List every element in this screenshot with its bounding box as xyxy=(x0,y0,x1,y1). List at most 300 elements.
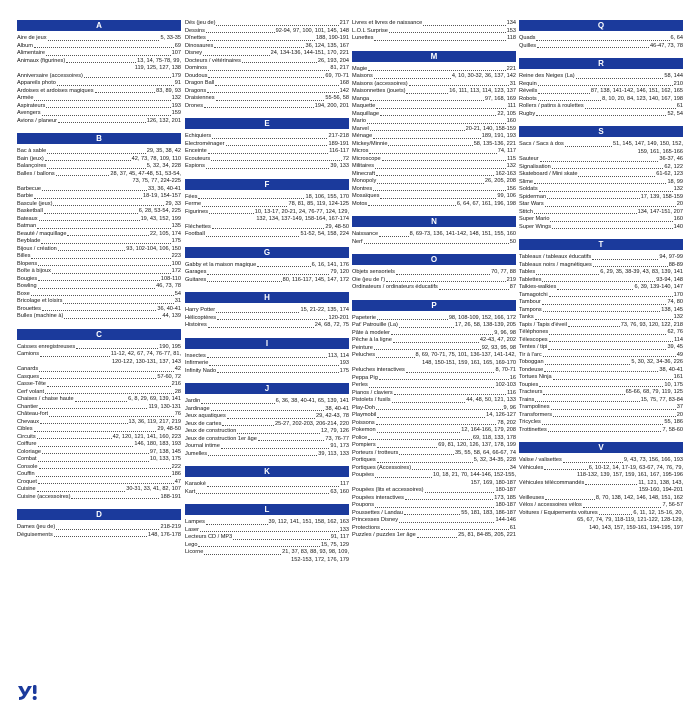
dot-leader xyxy=(369,387,495,388)
dot-leader xyxy=(375,507,494,508)
index-entry-row xyxy=(519,254,683,262)
dot-leader xyxy=(40,378,156,379)
index-entry-row xyxy=(519,322,683,330)
index-entry-row xyxy=(519,171,683,179)
dot-leader xyxy=(399,327,454,328)
index-entry xyxy=(352,35,516,43)
entry-name: Ordinateurs / ordinateurs éducatifs xyxy=(352,284,438,290)
index-entry xyxy=(185,224,349,232)
index-entry xyxy=(352,457,516,465)
dot-leader xyxy=(198,546,320,547)
entry-pages: 69, 70-71 xyxy=(325,72,349,79)
index-entry-row xyxy=(185,80,349,88)
index-entry-row xyxy=(185,549,349,557)
index-entry-row xyxy=(352,465,516,473)
index-entry-row xyxy=(352,111,516,119)
entry-pages: 97, 168, 169 xyxy=(484,95,516,102)
entry-pages: 8, 10, 20, 84, 123, 140, 167, 198 xyxy=(602,95,683,102)
index-section xyxy=(17,20,181,125)
dot-leader xyxy=(53,205,164,206)
entry-pages: 6, 10-12, 14, 17-19, 63-67, 74, 76, 79, xyxy=(588,464,683,471)
entry-pages-continued: 119, 125, 127, 138 xyxy=(134,65,181,71)
entry-pages-continued: 159-160, 194-201 xyxy=(638,487,683,493)
index-entry xyxy=(519,186,683,194)
entry-name: Dames (jeu de) xyxy=(17,524,56,530)
index-entry xyxy=(352,510,516,518)
dot-leader xyxy=(549,341,673,342)
index-section xyxy=(17,509,181,539)
index-entry xyxy=(185,43,349,51)
entry-pages: 6, 39, 139-140, 147 xyxy=(634,284,683,290)
entry-pages: 114 xyxy=(674,336,683,343)
dot-leader xyxy=(388,145,472,146)
index-entry-row xyxy=(352,156,516,164)
section-letter-header: Q xyxy=(519,20,683,31)
entry-name: Hélicoptères xyxy=(185,314,217,321)
section-letter-header: D xyxy=(17,509,181,520)
entry-pages: 175 xyxy=(171,238,181,244)
dot-leader xyxy=(376,409,503,410)
index-entry xyxy=(17,95,181,103)
entry-name: Poupons xyxy=(352,502,375,508)
entry-pages: 18, 106, 155, 170 xyxy=(305,193,349,200)
index-entry xyxy=(17,73,181,81)
entry-pages: 116 xyxy=(507,389,516,396)
entry-name: Cuisine xyxy=(17,486,36,492)
dot-leader xyxy=(56,529,159,530)
entry-name: Maisons (accessoires) xyxy=(352,80,408,87)
index-entry-row xyxy=(519,269,683,277)
index-entry-row xyxy=(519,292,683,300)
index-entry-row xyxy=(352,367,516,375)
index-entry xyxy=(519,277,683,285)
index-entry xyxy=(185,148,349,156)
entry-pages: 42 xyxy=(174,366,181,372)
dot-leader xyxy=(392,402,466,403)
entry-pages: 119, 130-131 xyxy=(148,403,181,410)
index-entry-row xyxy=(17,50,181,58)
entry-pages: 49 xyxy=(676,351,683,358)
dot-leader xyxy=(40,356,110,357)
index-entry xyxy=(185,534,349,542)
index-entry-row xyxy=(17,471,181,479)
entry-name: Poupées interactives xyxy=(352,494,404,501)
dot-leader xyxy=(38,288,156,289)
index-entry-row xyxy=(352,35,516,43)
entry-name: Puzzles / puzzles 1er âge xyxy=(352,532,416,538)
index-entry-row xyxy=(352,330,516,338)
entry-name: Livres et livres de naissance xyxy=(352,20,423,26)
entry-pages: 113, 114 xyxy=(328,352,349,359)
dot-leader xyxy=(66,62,136,63)
dot-leader xyxy=(545,499,595,500)
entry-name: Écouteurs xyxy=(185,155,211,162)
dot-leader xyxy=(534,183,666,184)
index-entry-row xyxy=(17,313,181,321)
dot-leader xyxy=(549,334,666,335)
entry-pages: 65-66, 68, 79, 119, 125 xyxy=(625,389,683,395)
index-entry-row xyxy=(185,224,349,232)
entry-name: Cuisine (accessoires) xyxy=(17,493,71,500)
entry-pages: 58, 135-136, 221 xyxy=(473,140,516,147)
entry-name: Dragon Ball xyxy=(185,80,215,86)
entry-pages: 18-19, 154-157 xyxy=(143,193,181,199)
index-entry xyxy=(352,103,516,111)
index-entry xyxy=(519,194,683,202)
index-entry xyxy=(17,261,181,269)
dot-leader xyxy=(539,386,663,387)
index-entry-row xyxy=(352,412,516,420)
dot-leader xyxy=(406,372,495,373)
index-entry xyxy=(352,322,516,330)
dot-leader xyxy=(553,379,673,380)
entry-name: Mosaïques xyxy=(352,193,380,199)
dot-leader xyxy=(207,40,315,41)
entry-name: Échiquiers xyxy=(185,133,212,139)
entry-pages: 9, 43, 73, 156, 166, 193 xyxy=(623,457,683,463)
entry-pages-continued: 65, 67, 74, 79, 118-119, 121-122, 128-129, xyxy=(577,517,683,523)
entry-pages: 51-52, 54, 158, 224 xyxy=(300,231,349,237)
index-entry xyxy=(352,502,516,510)
index-entry xyxy=(17,216,181,224)
entry-pages: 19, 43, 152, 199 xyxy=(140,215,181,222)
entry-pages: 61-62, 123 xyxy=(656,171,683,177)
entry-pages: 162-163 xyxy=(495,170,516,177)
index-entry xyxy=(17,351,181,366)
index-entry xyxy=(17,171,181,186)
index-entry-row xyxy=(17,449,181,457)
entry-name: Poupées xyxy=(352,472,375,478)
index-entry-row xyxy=(17,351,181,359)
dot-leader xyxy=(578,176,655,177)
index-entry-row xyxy=(352,148,516,156)
index-entry xyxy=(352,367,516,375)
entry-pages: 38, 40-41 xyxy=(325,405,349,412)
index-entry xyxy=(185,103,349,111)
index-entry xyxy=(352,193,516,201)
index-entry-row xyxy=(17,43,181,51)
entry-pages: 36, 124, 135, 167 xyxy=(305,42,349,49)
entry-name: Robots xyxy=(519,95,537,102)
entry-pages: 55, 181, 183, 186-187 xyxy=(461,509,516,516)
entry-pages: 70, 77, 88 xyxy=(491,269,516,275)
index-entry-row xyxy=(519,359,683,367)
entry-pages: 55, 186 xyxy=(664,419,683,425)
index-entry-row xyxy=(352,450,516,458)
index-entry-row xyxy=(185,443,349,451)
entry-name: Dessins xyxy=(185,27,205,34)
index-entry xyxy=(17,374,181,382)
entry-pages: 6, 36, 38, 40-41, 65, 139, 141 xyxy=(275,398,349,404)
entry-name: Réveils xyxy=(519,88,538,94)
index-entry-row xyxy=(352,73,516,81)
index-entry-row xyxy=(519,156,683,164)
entry-name: Aspirateurs xyxy=(17,102,46,109)
entry-name: Harry Potter xyxy=(185,307,216,313)
entry-pages: 170 xyxy=(673,291,683,298)
index-entry xyxy=(519,374,683,382)
index-entry xyxy=(352,352,516,367)
entry-pages: 69 xyxy=(174,42,181,49)
entry-pages: 7, 56-57 xyxy=(662,502,683,508)
entry-pages: 24, 68, 72, 75 xyxy=(314,322,349,328)
entry-pages: 46, 73, 78 xyxy=(156,283,181,289)
entry-name: Couffin xyxy=(17,471,35,477)
index-entry-row xyxy=(352,337,516,345)
dot-leader xyxy=(539,191,673,192)
entry-pages: 15, 75, 77, 83-84 xyxy=(640,396,683,403)
dot-leader xyxy=(548,431,662,432)
entry-name: Maisonnettes (jouets) xyxy=(352,88,406,94)
index-entry xyxy=(519,510,683,533)
entry-pages: 115 xyxy=(507,155,516,162)
index-entry xyxy=(352,330,516,338)
index-entry-row xyxy=(17,283,181,291)
index-entry xyxy=(352,178,516,186)
index-column-3 xyxy=(352,20,516,548)
entry-name: Sacs / Sacs à dos xyxy=(519,141,564,147)
index-entry-row xyxy=(185,534,349,542)
entry-pages: 37 xyxy=(676,404,683,410)
index-entry xyxy=(352,412,516,420)
entry-pages: 36-37, 46 xyxy=(659,156,683,162)
index-entry-row xyxy=(185,542,349,550)
index-entry xyxy=(352,435,516,443)
index-entry-row xyxy=(352,397,516,405)
dot-leader xyxy=(537,47,649,48)
entry-pages: 74, 117 xyxy=(497,148,516,154)
index-entry xyxy=(185,360,349,368)
entry-pages: 118 xyxy=(507,35,516,41)
dot-leader xyxy=(439,289,509,290)
index-section xyxy=(519,126,683,231)
entry-pages: 218-219 xyxy=(160,524,181,530)
entry-name: Pêche à la ligne xyxy=(352,337,392,343)
entry-pages-continued: 73, 75, 77, 224-225 xyxy=(132,178,181,184)
index-entry xyxy=(352,345,516,353)
index-entry xyxy=(352,382,516,390)
dot-leader xyxy=(374,40,506,41)
index-entry-row xyxy=(185,201,349,209)
entry-name: Pâte à modeler xyxy=(352,329,390,336)
entry-name: Balançoires xyxy=(17,163,47,169)
dot-leader xyxy=(409,85,509,86)
index-entry-row xyxy=(185,73,349,81)
index-entry xyxy=(185,436,349,444)
dot-leader xyxy=(549,296,673,297)
entry-pages: 210 xyxy=(673,80,683,87)
index-entry-row xyxy=(185,65,349,73)
entry-pages: 22, 105, 174 xyxy=(149,230,181,237)
index-entry xyxy=(519,201,683,209)
entry-pages: 126, 132, 201 xyxy=(146,117,181,124)
entry-name: Ferme xyxy=(185,201,202,207)
index-entry-row xyxy=(185,20,349,28)
dot-leader xyxy=(203,55,270,56)
dot-leader xyxy=(34,47,174,48)
entry-pages: 78, 202 xyxy=(497,419,516,426)
index-section xyxy=(17,329,181,502)
dot-leader xyxy=(536,274,599,275)
dot-leader xyxy=(368,205,456,206)
dot-leader xyxy=(404,514,460,515)
dot-leader xyxy=(211,410,325,411)
index-entry xyxy=(17,268,181,276)
index-entry-row xyxy=(352,193,516,201)
dot-leader xyxy=(233,539,329,540)
entry-pages: 44, 139 xyxy=(162,313,181,319)
entry-pages: 61 xyxy=(509,524,516,531)
index-entry xyxy=(352,487,516,495)
dot-leader xyxy=(576,78,664,79)
index-entry xyxy=(519,502,683,510)
index-entry-row xyxy=(519,337,683,345)
entry-pages: 223 xyxy=(171,253,181,259)
index-entry-row xyxy=(17,171,181,179)
index-entry xyxy=(17,163,181,171)
dot-leader xyxy=(405,499,493,500)
entry-pages: 107 xyxy=(171,50,181,56)
dot-leader xyxy=(380,115,496,116)
entry-pages: 194, 200, 201 xyxy=(314,102,349,109)
entry-pages: 13, 14, 75-78, 99, xyxy=(137,57,181,64)
dot-leader xyxy=(538,100,601,101)
index-entry xyxy=(519,337,683,345)
entry-name: Véhicules télécommandés xyxy=(519,479,585,486)
entry-name: L.O.L Surprise xyxy=(352,27,388,34)
index-entry xyxy=(17,464,181,472)
index-entry xyxy=(17,381,181,389)
entry-pages: 29, 48-50 xyxy=(157,426,181,432)
dot-leader xyxy=(207,274,329,275)
dot-leader xyxy=(380,198,496,199)
index-entry xyxy=(17,246,181,254)
entry-pages: 73, 76, 93, 120, 122, 218 xyxy=(620,321,683,328)
dot-leader xyxy=(202,206,287,207)
entry-name: Espions xyxy=(185,163,205,169)
index-entry-row xyxy=(17,201,181,209)
index-entry-row xyxy=(185,163,349,171)
entry-pages: 160 xyxy=(673,216,683,222)
index-entry-row xyxy=(185,194,349,202)
index-entry xyxy=(185,35,349,43)
entry-pages: 111 xyxy=(507,103,516,109)
entry-pages: 142 xyxy=(339,87,349,94)
index-entry xyxy=(519,397,683,405)
index-entry xyxy=(519,404,683,412)
index-entry xyxy=(519,43,683,51)
entry-pages: 72 xyxy=(342,155,349,162)
index-entry xyxy=(17,441,181,449)
index-entry-row xyxy=(352,118,516,126)
entry-pages-continued: 118-132, 139, 157, 159, 161, 167, 195-196 xyxy=(577,472,683,478)
entry-name: Croquet xyxy=(17,478,37,485)
index-entry xyxy=(519,382,683,390)
entry-name: Tanks xyxy=(519,314,534,320)
index-entry-row xyxy=(185,360,349,368)
index-entry-row xyxy=(17,193,181,201)
index-entry xyxy=(185,80,349,88)
entry-pages: 6, 16, 141, 176 xyxy=(311,261,349,268)
index-entry-row xyxy=(185,413,349,421)
entry-name: Tapis / Tapis d'éveil xyxy=(519,321,567,328)
entry-pages: 94, 97-99 xyxy=(659,254,683,260)
section-letter-header: C xyxy=(17,329,181,340)
entry-name: Fées xyxy=(185,193,198,200)
index-entry-row xyxy=(17,396,181,404)
entry-pages: 18, 99 xyxy=(667,178,683,185)
index-entry-row xyxy=(352,495,516,503)
index-entry xyxy=(519,284,683,292)
entry-name: Bascule (jeux) xyxy=(17,200,53,207)
index-entry xyxy=(185,443,349,451)
index-entry-row xyxy=(17,253,181,261)
index-section xyxy=(352,216,516,246)
index-entry-row xyxy=(185,35,349,43)
index-entry-row xyxy=(17,208,181,216)
index-entry xyxy=(17,276,181,284)
entry-name: Jeux de construction xyxy=(185,428,237,434)
index-entry-row xyxy=(185,489,349,497)
dot-leader xyxy=(368,70,505,71)
dot-leader xyxy=(57,85,174,86)
index-entry-row xyxy=(352,96,516,104)
entry-pages: 188-191 xyxy=(160,493,181,500)
index-entry-row xyxy=(185,353,349,361)
dot-leader xyxy=(63,303,173,304)
entry-pages: 26, 205, 208 xyxy=(484,178,516,184)
index-entry-row xyxy=(352,517,516,525)
index-entry xyxy=(17,479,181,487)
index-entry xyxy=(185,519,349,527)
index-entry xyxy=(17,449,181,457)
entry-pages: 42, 120, 121, 141, 160, 223 xyxy=(112,433,181,440)
dot-leader xyxy=(373,138,481,139)
entry-name: Télescopes xyxy=(519,336,548,343)
entry-name: Infirmerie xyxy=(185,360,209,366)
dot-leader xyxy=(204,107,314,108)
entry-name: Tricycles xyxy=(519,419,541,425)
index-entry-row xyxy=(17,389,181,397)
index-section xyxy=(519,239,683,434)
entry-pages: 69, 118, 133, 178 xyxy=(472,434,516,441)
entry-pages: 11, 121, 138, 143, xyxy=(638,479,683,486)
index-entry xyxy=(519,269,683,277)
entry-name: Montres xyxy=(352,185,373,192)
entry-name: Peluches interactives xyxy=(352,367,405,373)
entry-name: Docteurs / vétérinaires xyxy=(185,57,241,64)
dot-leader xyxy=(393,342,479,343)
dot-leader xyxy=(214,47,304,48)
entry-pages: 92, 93, 95, 98 xyxy=(481,344,516,351)
index-entry-row xyxy=(17,441,181,449)
entry-name: Nerf xyxy=(352,238,363,245)
entry-pages: 132 xyxy=(673,186,683,192)
index-entry xyxy=(185,95,349,103)
index-entry-row xyxy=(185,133,349,141)
entry-name: Jumelles xyxy=(185,450,208,457)
index-entry-row xyxy=(17,344,181,352)
entry-name: Tracteurs xyxy=(519,389,543,395)
index-entry xyxy=(519,141,683,156)
dot-leader xyxy=(211,160,342,161)
index-entry xyxy=(17,389,181,397)
index-entry xyxy=(17,50,181,58)
entry-name: Cerf volant xyxy=(17,388,45,395)
entry-name: Figurines xyxy=(185,208,209,215)
entry-pages-continued: 148, 150-151, 159, 161, 165, 169-170 xyxy=(422,359,516,366)
index-section xyxy=(185,504,349,564)
